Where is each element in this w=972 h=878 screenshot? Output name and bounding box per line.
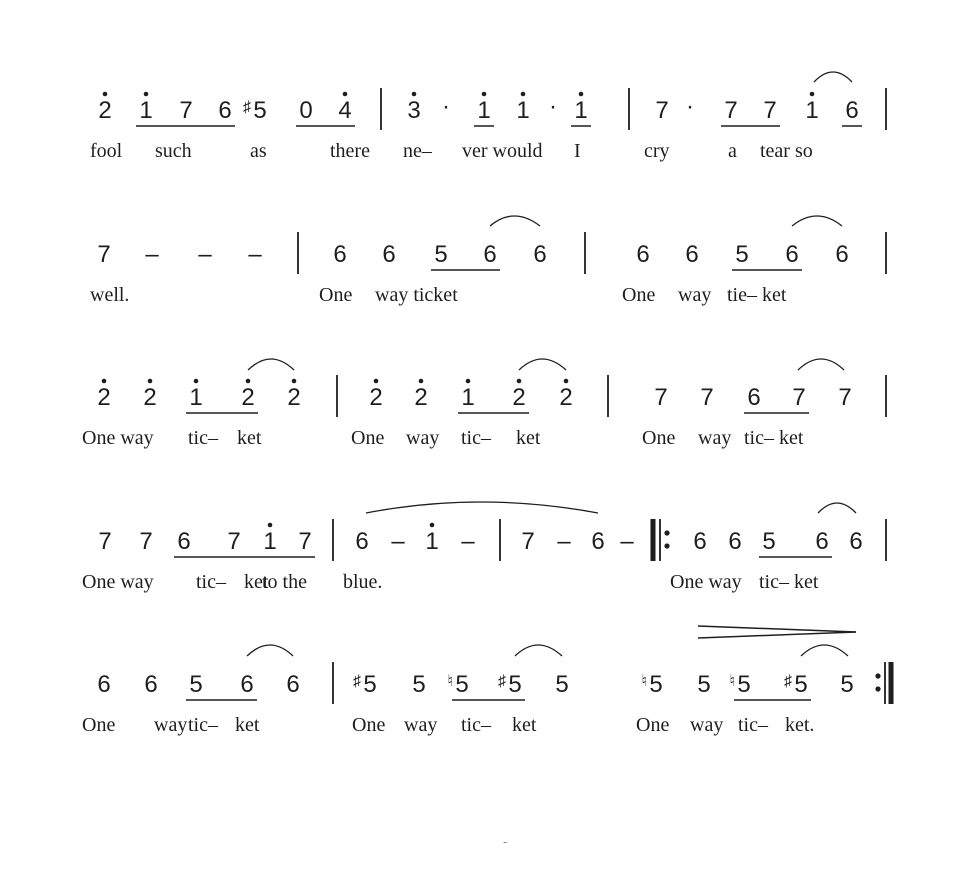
octave-dot (103, 92, 108, 97)
note: 6 (483, 241, 497, 268)
accidental: ♯ (784, 673, 792, 690)
note: 6 (815, 528, 829, 555)
note: 6 (286, 671, 300, 698)
accidental: ♮ (641, 673, 647, 690)
note: 6 (693, 528, 707, 555)
note: 1 (461, 384, 475, 411)
note: 5 (794, 671, 808, 698)
note: 2 (241, 384, 255, 411)
lyric: ne– (403, 140, 432, 162)
lyric: way (698, 427, 732, 449)
note: 1 (189, 384, 203, 411)
note: 1 (139, 97, 153, 124)
note: 7 (298, 528, 312, 555)
augmentation-dot: · (549, 93, 557, 120)
slur (814, 72, 852, 82)
octave-dot (246, 379, 251, 384)
note: 7 (792, 384, 806, 411)
octave-dot (517, 379, 522, 384)
lyric: blue. (343, 571, 383, 593)
lyric: ket (512, 714, 537, 736)
octave-dot (521, 92, 526, 97)
note: 6 (382, 241, 396, 268)
note: 6 (533, 241, 547, 268)
note: 5 (412, 671, 426, 698)
octave-dot (292, 379, 297, 384)
slur (818, 503, 856, 513)
lyric: One (636, 714, 670, 736)
slur (515, 645, 562, 656)
note: 7 (700, 384, 714, 411)
dash-extension: – (248, 241, 262, 268)
octave-dot (564, 379, 569, 384)
note: 2 (98, 97, 112, 124)
slur (490, 216, 540, 226)
system-5 (82, 626, 891, 736)
accidental: ♯ (243, 99, 251, 116)
slur (248, 359, 294, 370)
note: 5 (697, 671, 711, 698)
lyric: One (642, 427, 676, 449)
slur (798, 359, 844, 370)
note: 1 (263, 528, 277, 555)
note: 6 (240, 671, 254, 698)
note: 5 (840, 671, 854, 698)
lyric: well. (90, 284, 130, 306)
accidental: ♯ (353, 673, 361, 690)
lyric: tic– (188, 427, 218, 449)
note: 6 (144, 671, 158, 698)
lyric: One way (82, 571, 154, 593)
note: 7 (521, 528, 535, 555)
note: 6 (218, 97, 232, 124)
system-3 (82, 359, 886, 449)
note: 6 (636, 241, 650, 268)
lyric: there (330, 140, 370, 162)
dash-extension: – (461, 528, 475, 555)
octave-dot (579, 92, 584, 97)
note: 7 (97, 241, 111, 268)
octave-dot (268, 523, 273, 528)
octave-dot (430, 523, 435, 528)
note: 2 (287, 384, 301, 411)
crescendo-hairpin (698, 626, 856, 638)
lyric: One (319, 284, 353, 306)
lyric: One (82, 714, 116, 736)
octave-dot (482, 92, 487, 97)
octave-dot (343, 92, 348, 97)
note: 1 (425, 528, 439, 555)
note: 7 (179, 97, 193, 124)
lyric: tear so (760, 140, 813, 162)
lyric: tic– (738, 714, 768, 736)
slur (366, 502, 598, 513)
lyric: ket (244, 571, 269, 593)
slur (519, 359, 566, 370)
octave-dot (194, 379, 199, 384)
note: 6 (747, 384, 761, 411)
octave-dot (148, 379, 153, 384)
note: 6 (333, 241, 347, 268)
note: 1 (477, 97, 491, 124)
dash-extension: – (557, 528, 571, 555)
lyric: ket. (785, 714, 815, 736)
note: 2 (512, 384, 526, 411)
lyric: cry (644, 140, 670, 162)
note: 0 (299, 97, 313, 124)
note: 5 (189, 671, 203, 698)
lyric: such (155, 140, 192, 162)
octave-dot (419, 379, 424, 384)
lyric: as (250, 140, 267, 162)
note: 5 (455, 671, 469, 698)
note: 3 (407, 97, 421, 124)
note: 6 (849, 528, 863, 555)
octave-dot (810, 92, 815, 97)
note: 6 (177, 528, 191, 555)
note: 7 (724, 97, 738, 124)
lyric: tic– ket (759, 571, 819, 593)
lyric: way (404, 714, 438, 736)
slur (247, 645, 293, 656)
lyric: One (622, 284, 656, 306)
lyric: tic– (461, 427, 491, 449)
note: 2 (414, 384, 428, 411)
note: 7 (654, 384, 668, 411)
lyric: ket (235, 714, 260, 736)
lyric: ket (516, 427, 541, 449)
lyric: way ticket (375, 284, 458, 306)
lyric: way (406, 427, 440, 449)
lyric: tie– ket (727, 284, 787, 306)
accidental: ♯ (498, 673, 506, 690)
octave-dot (466, 379, 471, 384)
lyric: way (154, 714, 188, 736)
note: 6 (845, 97, 859, 124)
note: 5 (649, 671, 663, 698)
note: 7 (655, 97, 669, 124)
repeat-end-barline (875, 662, 891, 704)
note: 1 (805, 97, 819, 124)
note: 2 (559, 384, 573, 411)
lyric: ver would (462, 140, 543, 162)
lyric: to the (262, 571, 307, 593)
note: 2 (143, 384, 157, 411)
lyric: tic– ket (744, 427, 804, 449)
dash-extension: – (198, 241, 212, 268)
lyric: way (690, 714, 724, 736)
note: 5 (737, 671, 751, 698)
note: 7 (763, 97, 777, 124)
lyric: fool (90, 140, 123, 162)
lyric: tic– (196, 571, 226, 593)
octave-dot (374, 379, 379, 384)
note: 6 (728, 528, 742, 555)
lyric: One (351, 427, 385, 449)
system-1 (90, 72, 886, 162)
note: 5 (434, 241, 448, 268)
note: 5 (555, 671, 569, 698)
accidental: ♮ (729, 673, 735, 690)
system-2 (90, 216, 886, 306)
dash-extension: – (391, 528, 405, 555)
note: 6 (97, 671, 111, 698)
note: 4 (338, 97, 352, 124)
augmentation-dot: · (686, 93, 694, 120)
note: 6 (785, 241, 799, 268)
repeat-start-barline (653, 519, 670, 561)
dash-extension: – (145, 241, 159, 268)
note: 5 (253, 97, 267, 124)
note: 7 (227, 528, 241, 555)
lyric: ket (237, 427, 262, 449)
note: 6 (591, 528, 605, 555)
note: 5 (762, 528, 776, 555)
note: 6 (685, 241, 699, 268)
note: 6 (355, 528, 369, 555)
page-mark: - (503, 835, 508, 849)
system-4 (82, 502, 886, 593)
lyric: tic– (188, 714, 218, 736)
note: 2 (97, 384, 111, 411)
octave-dot (412, 92, 417, 97)
slur (792, 216, 842, 226)
note: 5 (363, 671, 377, 698)
note: 5 (508, 671, 522, 698)
note: 1 (574, 97, 588, 124)
note: 7 (98, 528, 112, 555)
note: 2 (369, 384, 383, 411)
note: 7 (838, 384, 852, 411)
augmentation-dot: · (442, 93, 450, 120)
lyric: way (678, 284, 712, 306)
octave-dot (144, 92, 149, 97)
note: 1 (516, 97, 530, 124)
lyric: a (728, 140, 737, 162)
slur (801, 645, 848, 656)
note: 7 (139, 528, 153, 555)
accidental: ♮ (447, 673, 453, 690)
lyric: I (574, 140, 581, 162)
note: 6 (835, 241, 849, 268)
lyric: tic– (461, 714, 491, 736)
lyric: One (352, 714, 386, 736)
octave-dot (102, 379, 107, 384)
lyric: One way (670, 571, 742, 593)
lyric: One way (82, 427, 154, 449)
dash-extension: – (620, 528, 634, 555)
note: 5 (735, 241, 749, 268)
